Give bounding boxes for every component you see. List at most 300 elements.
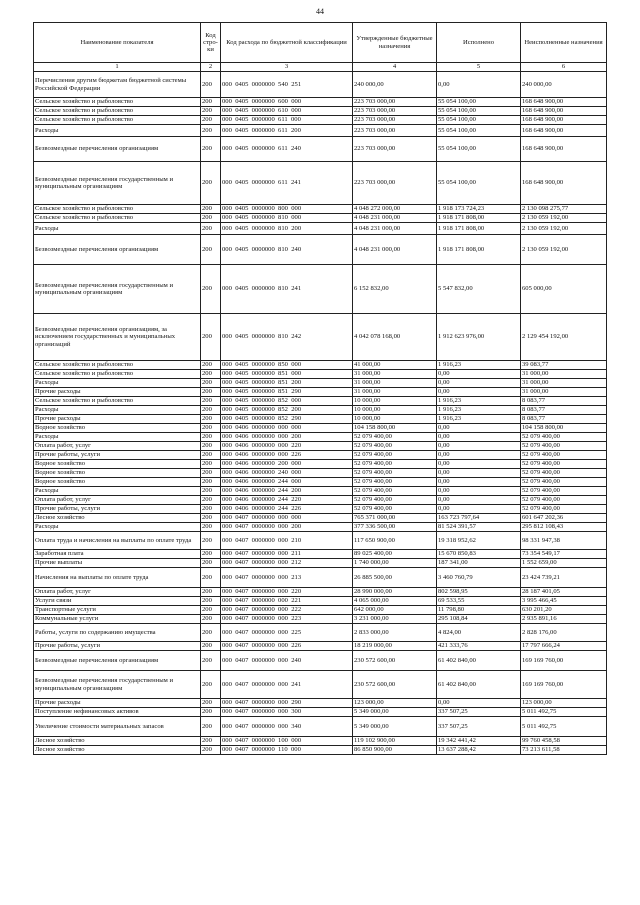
approved-amount-cell: 104 158 800,00 <box>353 424 437 433</box>
expense-code-cell: 000 0405 0000000 540 251 <box>221 72 353 98</box>
expense-code-cell: 000 0406 0000000 200 000 <box>221 460 353 469</box>
executed-amount-cell: 1 916,23 <box>437 406 521 415</box>
line-code-cell: 200 <box>201 235 221 265</box>
expense-code-cell: 000 0405 0000000 852 200 <box>221 406 353 415</box>
executed-amount-cell: 802 598,95 <box>437 588 521 597</box>
unexecuted-amount-cell: 2 129 454 192,00 <box>521 314 607 361</box>
indicator-name-cell: Работы, услуги по содержанию имущества <box>34 624 201 642</box>
table-body <box>34 72 607 755</box>
table-row <box>34 116 607 125</box>
unexecuted-amount-cell: 52 079 400,00 <box>521 478 607 487</box>
approved-amount-cell: 223 703 000,00 <box>353 125 437 137</box>
line-code-cell: 200 <box>201 651 221 671</box>
line-code-cell: 200 <box>201 214 221 223</box>
unexecuted-amount-cell: 2 130 059 192,00 <box>521 214 607 223</box>
line-code-cell: 200 <box>201 597 221 606</box>
line-code-cell: 200 <box>201 478 221 487</box>
executed-amount-cell: 0,00 <box>437 469 521 478</box>
table-row <box>34 478 607 487</box>
approved-amount-cell: 230 572 600,00 <box>353 671 437 699</box>
line-code-cell: 200 <box>201 406 221 415</box>
line-code-cell: 200 <box>201 433 221 442</box>
line-code-cell: 200 <box>201 314 221 361</box>
unexecuted-amount-cell: 28 187 401,05 <box>521 588 607 597</box>
table-row <box>34 451 607 460</box>
approved-amount-cell: 4 065 000,00 <box>353 597 437 606</box>
approved-amount-cell: 89 025 400,00 <box>353 550 437 559</box>
unexecuted-amount-cell: 168 648 900,00 <box>521 107 607 116</box>
executed-amount-cell: 1 916,23 <box>437 415 521 424</box>
unexecuted-amount-cell: 52 079 400,00 <box>521 487 607 496</box>
indicator-name-cell: Расходы <box>34 433 201 442</box>
line-code-cell: 200 <box>201 559 221 568</box>
executed-amount-cell: 1 918 171 808,00 <box>437 214 521 223</box>
line-code-cell: 200 <box>201 397 221 406</box>
line-code-cell: 200 <box>201 469 221 478</box>
approved-amount-cell: 52 079 400,00 <box>353 469 437 478</box>
line-code-cell: 200 <box>201 442 221 451</box>
expense-code-cell: 000 0407 0000000 000 240 <box>221 651 353 671</box>
executed-amount-cell: 0,00 <box>437 496 521 505</box>
table-row <box>34 624 607 642</box>
unexecuted-amount-cell: 73 213 611,58 <box>521 746 607 755</box>
unexecuted-amount-cell: 52 079 400,00 <box>521 469 607 478</box>
indicator-name-cell: Сельское хозяйство и рыболовство <box>34 214 201 223</box>
unexecuted-amount-cell: 3 995 466,45 <box>521 597 607 606</box>
executed-amount-cell: 61 402 840,00 <box>437 671 521 699</box>
expense-code-cell: 000 0405 0000000 851 000 <box>221 370 353 379</box>
unexecuted-amount-cell: 31 000,00 <box>521 379 607 388</box>
expense-code-cell: 000 0405 0000000 611 200 <box>221 125 353 137</box>
expense-code-cell: 000 0407 0000000 000 220 <box>221 588 353 597</box>
table-row <box>34 708 607 717</box>
indicator-name-cell: Прочие расходы <box>34 415 201 424</box>
table-row <box>34 559 607 568</box>
unexecuted-amount-cell: 52 079 400,00 <box>521 496 607 505</box>
table-row <box>34 651 607 671</box>
executed-amount-cell: 1 918 173 724,23 <box>437 205 521 214</box>
column-number: 1 <box>34 63 201 72</box>
approved-amount-cell: 223 703 000,00 <box>353 107 437 116</box>
unexecuted-amount-cell: 52 079 400,00 <box>521 460 607 469</box>
table-row <box>34 460 607 469</box>
expense-code-cell: 000 0406 0000000 240 000 <box>221 469 353 478</box>
approved-amount-cell: 3 231 000,00 <box>353 615 437 624</box>
expense-code-cell: 000 0407 0000000 000 221 <box>221 597 353 606</box>
line-code-cell: 200 <box>201 460 221 469</box>
executed-amount-cell: 1 912 623 976,00 <box>437 314 521 361</box>
indicator-name-cell: Лесное хозяйство <box>34 746 201 755</box>
approved-amount-cell: 31 000,00 <box>353 379 437 388</box>
expense-code-cell: 000 0405 0000000 611 000 <box>221 116 353 125</box>
table-row <box>34 361 607 370</box>
unexecuted-amount-cell: 5 011 492,75 <box>521 717 607 737</box>
expense-code-cell: 000 0406 0000000 000 220 <box>221 442 353 451</box>
executed-amount-cell: 4 824,00 <box>437 624 521 642</box>
executed-amount-cell: 0,00 <box>437 699 521 708</box>
table-row <box>34 442 607 451</box>
column-number: 6 <box>521 63 607 72</box>
expense-code-cell: 000 0407 0000000 000 290 <box>221 699 353 708</box>
indicator-name-cell: Перечисления другим бюджетам бюджетной системы Российской Федерации <box>34 72 201 98</box>
expense-code-cell: 000 0407 0000000 100 000 <box>221 737 353 746</box>
line-code-cell: 200 <box>201 624 221 642</box>
line-code-cell: 200 <box>201 496 221 505</box>
indicator-name-cell: Безвозмездные перечисления государственным и муниципальным организациям <box>34 265 201 314</box>
table-row <box>34 107 607 116</box>
approved-amount-cell: 52 079 400,00 <box>353 451 437 460</box>
line-code-cell: 200 <box>201 642 221 651</box>
expense-code-cell: 000 0405 0000000 851 200 <box>221 379 353 388</box>
expense-code-cell: 000 0405 0000000 852 290 <box>221 415 353 424</box>
executed-amount-cell: 19 342 441,42 <box>437 737 521 746</box>
unexecuted-amount-cell: 23 424 739,21 <box>521 568 607 588</box>
executed-amount-cell: 5 547 832,00 <box>437 265 521 314</box>
column-number: 4 <box>353 63 437 72</box>
unexecuted-amount-cell: 8 083,77 <box>521 397 607 406</box>
indicator-name-cell: Безвозмездные перечисления организациям <box>34 651 201 671</box>
executed-amount-cell: 0,00 <box>437 433 521 442</box>
unexecuted-amount-cell: 240 000,00 <box>521 72 607 98</box>
executed-amount-cell: 1 916,23 <box>437 361 521 370</box>
unexecuted-amount-cell: 98 331 947,38 <box>521 532 607 550</box>
indicator-name-cell: Увеличение стоимости материальных запасов <box>34 717 201 737</box>
expense-code-cell: 000 0407 0000000 000 212 <box>221 559 353 568</box>
approved-amount-cell: 123 000,00 <box>353 699 437 708</box>
expense-code-cell: 000 0405 0000000 852 000 <box>221 397 353 406</box>
table-row <box>34 717 607 737</box>
indicator-name-cell: Расходы <box>34 223 201 235</box>
executed-amount-cell: 0,00 <box>437 487 521 496</box>
expense-code-cell: 000 0406 0000000 244 000 <box>221 478 353 487</box>
executed-amount-cell: 337 507,25 <box>437 708 521 717</box>
unexecuted-amount-cell: 2 935 891,16 <box>521 615 607 624</box>
table-row <box>34 137 607 162</box>
expense-code-cell: 000 0406 0000000 000 226 <box>221 451 353 460</box>
expense-code-cell: 000 0405 0000000 810 242 <box>221 314 353 361</box>
table-row <box>34 606 607 615</box>
unexecuted-amount-cell: 2 828 176,00 <box>521 624 607 642</box>
approved-amount-cell: 10 000,00 <box>353 406 437 415</box>
expense-code-cell: 000 0407 0000000 000 000 <box>221 514 353 523</box>
approved-amount-cell: 4 048 231 000,00 <box>353 235 437 265</box>
executed-amount-cell: 55 054 100,00 <box>437 107 521 116</box>
executed-amount-cell: 337 507,25 <box>437 717 521 737</box>
approved-amount-cell: 10 000,00 <box>353 397 437 406</box>
executed-amount-cell: 61 402 840,00 <box>437 651 521 671</box>
header-unexecuted: Неисполненные назначения <box>521 23 607 63</box>
expense-code-cell: 000 0405 0000000 850 000 <box>221 361 353 370</box>
indicator-name-cell: Безвозмездные перечисления организациям <box>34 137 201 162</box>
executed-amount-cell: 55 054 100,00 <box>437 98 521 107</box>
approved-amount-cell: 119 102 900,00 <box>353 737 437 746</box>
line-code-cell: 200 <box>201 265 221 314</box>
indicator-name-cell: Начисления на выплаты по оплате труда <box>34 568 201 588</box>
expense-code-cell: 000 0407 0000000 000 211 <box>221 550 353 559</box>
table-row <box>34 415 607 424</box>
column-number: 2 <box>201 63 221 72</box>
line-code-cell: 200 <box>201 708 221 717</box>
executed-amount-cell: 163 723 797,64 <box>437 514 521 523</box>
approved-amount-cell: 117 650 900,00 <box>353 532 437 550</box>
unexecuted-amount-cell: 168 648 900,00 <box>521 116 607 125</box>
approved-amount-cell: 5 349 000,00 <box>353 708 437 717</box>
line-code-cell: 200 <box>201 568 221 588</box>
approved-amount-cell: 52 079 400,00 <box>353 487 437 496</box>
approved-amount-cell: 223 703 000,00 <box>353 98 437 107</box>
header-indicator-name: Наименование показателя <box>34 23 201 63</box>
unexecuted-amount-cell: 168 648 900,00 <box>521 125 607 137</box>
executed-amount-cell: 0,00 <box>437 370 521 379</box>
indicator-name-cell: Водное хозяйство <box>34 469 201 478</box>
executed-amount-cell: 13 637 288,42 <box>437 746 521 755</box>
indicator-name-cell: Водное хозяйство <box>34 478 201 487</box>
table-row <box>34 379 607 388</box>
unexecuted-amount-cell: 52 079 400,00 <box>521 442 607 451</box>
indicator-name-cell: Прочие расходы <box>34 699 201 708</box>
unexecuted-amount-cell: 2 130 059 192,00 <box>521 223 607 235</box>
indicator-name-cell: Сельское хозяйство и рыболовство <box>34 370 201 379</box>
line-code-cell: 200 <box>201 514 221 523</box>
table-row <box>34 597 607 606</box>
executed-amount-cell: 55 054 100,00 <box>437 162 521 205</box>
unexecuted-amount-cell: 1 552 659,00 <box>521 559 607 568</box>
expense-code-cell: 000 0406 0000000 244 226 <box>221 505 353 514</box>
table-row <box>34 496 607 505</box>
executed-amount-cell: 0,00 <box>437 478 521 487</box>
approved-amount-cell: 223 703 000,00 <box>353 137 437 162</box>
executed-amount-cell: 0,00 <box>437 388 521 397</box>
approved-amount-cell: 52 079 400,00 <box>353 478 437 487</box>
unexecuted-amount-cell: 123 000,00 <box>521 699 607 708</box>
approved-amount-cell: 52 079 400,00 <box>353 460 437 469</box>
line-code-cell: 200 <box>201 699 221 708</box>
unexecuted-amount-cell: 169 169 760,00 <box>521 671 607 699</box>
unexecuted-amount-cell: 169 169 760,00 <box>521 651 607 671</box>
line-code-cell: 200 <box>201 606 221 615</box>
indicator-name-cell: Водное хозяйство <box>34 424 201 433</box>
executed-amount-cell: 187 341,00 <box>437 559 521 568</box>
executed-amount-cell: 0,00 <box>437 379 521 388</box>
table-row <box>34 642 607 651</box>
executed-amount-cell: 0,00 <box>437 442 521 451</box>
expense-code-cell: 000 0405 0000000 810 000 <box>221 214 353 223</box>
approved-amount-cell: 1 740 000,00 <box>353 559 437 568</box>
executed-amount-cell: 0,00 <box>437 424 521 433</box>
table-row <box>34 235 607 265</box>
indicator-name-cell: Коммунальные услуги <box>34 615 201 624</box>
expense-code-cell: 000 0407 0000000 110 000 <box>221 746 353 755</box>
unexecuted-amount-cell: 104 158 800,00 <box>521 424 607 433</box>
indicator-name-cell: Расходы <box>34 523 201 532</box>
indicator-name-cell: Расходы <box>34 125 201 137</box>
table-row <box>34 370 607 379</box>
header-expense-code: Код расхода по бюджетной классификации <box>221 23 353 63</box>
unexecuted-amount-cell: 52 079 400,00 <box>521 505 607 514</box>
approved-amount-cell: 52 079 400,00 <box>353 496 437 505</box>
line-code-cell: 200 <box>201 487 221 496</box>
unexecuted-amount-cell: 630 201,20 <box>521 606 607 615</box>
line-code-cell: 200 <box>201 125 221 137</box>
line-code-cell: 200 <box>201 737 221 746</box>
expense-code-cell: 000 0407 0000000 000 226 <box>221 642 353 651</box>
executed-amount-cell: 295 108,84 <box>437 615 521 624</box>
indicator-name-cell: Услуги связи <box>34 597 201 606</box>
executed-amount-cell: 0,00 <box>437 460 521 469</box>
approved-amount-cell: 4 048 272 000,00 <box>353 205 437 214</box>
approved-amount-cell: 240 000,00 <box>353 72 437 98</box>
executed-amount-cell: 1 916,23 <box>437 397 521 406</box>
indicator-name-cell: Оплата работ, услуг <box>34 588 201 597</box>
indicator-name-cell: Сельское хозяйство и рыболовство <box>34 361 201 370</box>
unexecuted-amount-cell: 52 079 400,00 <box>521 451 607 460</box>
table-row <box>34 746 607 755</box>
executed-amount-cell: 421 333,76 <box>437 642 521 651</box>
approved-amount-cell: 765 371 000,00 <box>353 514 437 523</box>
approved-amount-cell: 52 079 400,00 <box>353 442 437 451</box>
indicator-name-cell: Прочие работы, услуги <box>34 642 201 651</box>
indicator-name-cell: Сельское хозяйство и рыболовство <box>34 98 201 107</box>
unexecuted-amount-cell: 17 797 666,24 <box>521 642 607 651</box>
column-number: 5 <box>437 63 521 72</box>
line-code-cell: 200 <box>201 116 221 125</box>
indicator-name-cell: Оплата работ, услуг <box>34 496 201 505</box>
executed-amount-cell: 3 460 760,79 <box>437 568 521 588</box>
line-code-cell: 200 <box>201 523 221 532</box>
table-row <box>34 424 607 433</box>
unexecuted-amount-cell: 31 000,00 <box>521 370 607 379</box>
indicator-name-cell: Заработная плата <box>34 550 201 559</box>
approved-amount-cell: 6 152 832,00 <box>353 265 437 314</box>
approved-amount-cell: 52 079 400,00 <box>353 505 437 514</box>
column-number-row <box>34 63 607 72</box>
line-code-cell: 200 <box>201 98 221 107</box>
approved-amount-cell: 52 079 400,00 <box>353 433 437 442</box>
table-row <box>34 98 607 107</box>
line-code-cell: 200 <box>201 205 221 214</box>
expense-code-cell: 000 0405 0000000 810 240 <box>221 235 353 265</box>
expense-code-cell: 000 0407 0000000 000 225 <box>221 624 353 642</box>
line-code-cell: 200 <box>201 137 221 162</box>
line-code-cell: 200 <box>201 717 221 737</box>
line-code-cell: 200 <box>201 370 221 379</box>
expense-code-cell: 000 0406 0000000 000 200 <box>221 433 353 442</box>
table-header-row <box>34 23 607 63</box>
table-row <box>34 699 607 708</box>
unexecuted-amount-cell: 39 083,77 <box>521 361 607 370</box>
approved-amount-cell: 223 703 000,00 <box>353 116 437 125</box>
header-line-code: Код стро- ки <box>201 23 221 63</box>
line-code-cell: 200 <box>201 107 221 116</box>
table-row <box>34 615 607 624</box>
indicator-name-cell: Расходы <box>34 487 201 496</box>
executed-amount-cell: 15 670 850,83 <box>437 550 521 559</box>
line-code-cell: 200 <box>201 451 221 460</box>
executed-amount-cell: 55 054 100,00 <box>437 137 521 162</box>
approved-amount-cell: 4 048 231 000,00 <box>353 214 437 223</box>
executed-amount-cell: 1 918 171 808,00 <box>437 235 521 265</box>
approved-amount-cell: 41 000,00 <box>353 361 437 370</box>
approved-amount-cell: 26 885 500,00 <box>353 568 437 588</box>
indicator-name-cell: Сельское хозяйство и рыболовство <box>34 107 201 116</box>
unexecuted-amount-cell: 295 812 108,43 <box>521 523 607 532</box>
unexecuted-amount-cell: 73 354 549,17 <box>521 550 607 559</box>
line-code-cell: 200 <box>201 379 221 388</box>
line-code-cell: 200 <box>201 424 221 433</box>
indicator-name-cell: Поступление нефинансовых активов <box>34 708 201 717</box>
unexecuted-amount-cell: 52 079 400,00 <box>521 433 607 442</box>
line-code-cell: 200 <box>201 72 221 98</box>
table-row <box>34 406 607 415</box>
indicator-name-cell: Лесное хозяйство <box>34 514 201 523</box>
table-row <box>34 550 607 559</box>
expense-code-cell: 000 0407 0000000 000 222 <box>221 606 353 615</box>
table-row <box>34 125 607 137</box>
expense-code-cell: 000 0406 0000000 244 200 <box>221 487 353 496</box>
line-code-cell: 200 <box>201 532 221 550</box>
approved-amount-cell: 230 572 600,00 <box>353 651 437 671</box>
unexecuted-amount-cell: 601 647 202,36 <box>521 514 607 523</box>
unexecuted-amount-cell: 99 760 458,58 <box>521 737 607 746</box>
line-code-cell: 200 <box>201 588 221 597</box>
executed-amount-cell: 0,00 <box>437 72 521 98</box>
table-row <box>34 737 607 746</box>
indicator-name-cell: Безвозмездные перечисления государственным и муниципальным организациям <box>34 162 201 205</box>
indicator-name-cell: Безвозмездные перечисления государственным и муниципальным организациям <box>34 671 201 699</box>
approved-amount-cell: 31 000,00 <box>353 370 437 379</box>
executed-amount-cell: 1 918 171 808,00 <box>437 223 521 235</box>
table-row <box>34 505 607 514</box>
indicator-name-cell: Лесное хозяйство <box>34 737 201 746</box>
indicator-name-cell: Сельское хозяйство и рыболовство <box>34 205 201 214</box>
expense-code-cell: 000 0405 0000000 611 241 <box>221 162 353 205</box>
approved-amount-cell: 223 703 000,00 <box>353 162 437 205</box>
table-row <box>34 588 607 597</box>
line-code-cell: 200 <box>201 550 221 559</box>
unexecuted-amount-cell: 168 648 900,00 <box>521 137 607 162</box>
approved-amount-cell: 2 833 000,00 <box>353 624 437 642</box>
budget-execution-table <box>33 22 607 755</box>
expense-code-cell: 000 0407 0000000 000 200 <box>221 523 353 532</box>
executed-amount-cell: 55 054 100,00 <box>437 125 521 137</box>
unexecuted-amount-cell: 168 648 900,00 <box>521 162 607 205</box>
table-row <box>34 388 607 397</box>
indicator-name-cell: Водное хозяйство <box>34 460 201 469</box>
table-row <box>34 523 607 532</box>
unexecuted-amount-cell: 168 648 900,00 <box>521 98 607 107</box>
indicator-name-cell: Безвозмездные перечисления организациям <box>34 235 201 265</box>
expense-code-cell: 000 0405 0000000 800 000 <box>221 205 353 214</box>
indicator-name-cell: Расходы <box>34 406 201 415</box>
line-code-cell: 200 <box>201 415 221 424</box>
table-row <box>34 568 607 588</box>
line-code-cell: 200 <box>201 223 221 235</box>
unexecuted-amount-cell: 2 130 098 275,77 <box>521 205 607 214</box>
indicator-name-cell: Безвозмездные перечисления организациям, за исключением государственных и муниципальных организаций <box>34 314 201 361</box>
expense-code-cell: 000 0406 0000000 244 220 <box>221 496 353 505</box>
approved-amount-cell: 5 349 000,00 <box>353 717 437 737</box>
table-row <box>34 397 607 406</box>
line-code-cell: 200 <box>201 388 221 397</box>
table-row <box>34 532 607 550</box>
table-row <box>34 214 607 223</box>
line-code-cell: 200 <box>201 505 221 514</box>
approved-amount-cell: 28 990 000,00 <box>353 588 437 597</box>
approved-amount-cell: 4 048 231 000,00 <box>353 223 437 235</box>
header-approved: Утвержденные бюджетные назначения <box>353 23 437 63</box>
expense-code-cell: 000 0407 0000000 000 213 <box>221 568 353 588</box>
table-row <box>34 487 607 496</box>
